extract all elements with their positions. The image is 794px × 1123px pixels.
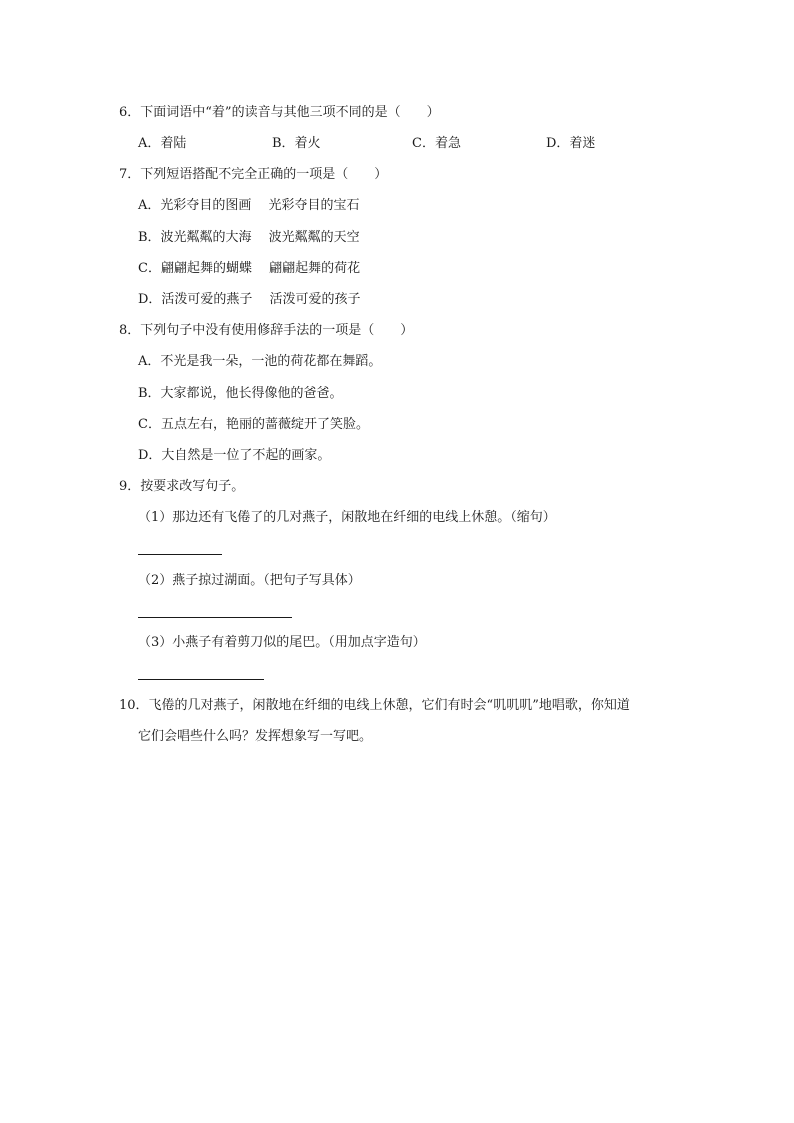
question-7-stem: 7．下列短语搭配不完全正确的一项是（ ） bbox=[119, 167, 388, 182]
question-7-option-a: A．光彩夺目的图画 光彩夺目的宝石 bbox=[138, 198, 360, 213]
question-7-option-c: C．翩翩起舞的蝴蝶 翩翩起舞的荷花 bbox=[138, 261, 361, 276]
question-9-item-3: （3）小燕子有着剪刀似的尾巴。（用加点字造句） bbox=[138, 635, 426, 650]
answer-blank-2[interactable] bbox=[138, 617, 292, 618]
question-8-option-b: B．大家都说，他长得像他的爸爸。 bbox=[138, 386, 343, 401]
question-9-stem: 9．按要求改写句子。 bbox=[119, 479, 245, 494]
question-6-option-a: A．着陆 bbox=[138, 136, 187, 151]
question-10-line-2: 它们会唱些什么吗？发挥想象写一写吧。 bbox=[138, 729, 373, 744]
question-6-option-c: C．着急 bbox=[412, 136, 461, 151]
question-8-option-a: A．不光是我一朵，一池的荷花都在舞蹈。 bbox=[138, 354, 382, 369]
question-10-line-1: 10．飞倦的几对燕子，闲散地在纤细的电线上休憩，它们有时会“叽叽叽”地唱歌，你知道 bbox=[119, 698, 630, 713]
question-8-stem: 8．下列句子中没有使用修辞手法的一项是（ ） bbox=[119, 323, 414, 338]
question-8-option-d: D．大自然是一位了不起的画家。 bbox=[138, 448, 331, 463]
question-8-option-c: C．五点左右，艳丽的蔷薇绽开了笑脸。 bbox=[138, 417, 369, 432]
question-6-stem: 6．下面词语中“着”的读音与其他三项不同的是（ ） bbox=[119, 105, 440, 120]
question-9-item-2: （2）燕子掠过湖面。（把句子写具体） bbox=[138, 573, 361, 588]
question-7-option-d: D．活泼可爱的燕子 活泼可爱的孩子 bbox=[138, 292, 361, 307]
question-6-option-b: B．着火 bbox=[272, 136, 321, 151]
question-6-option-d: D．着迷 bbox=[546, 136, 596, 151]
question-9-item-1: （1）那边还有飞倦了的几对燕子，闲散地在纤细的电线上休憩。（缩句） bbox=[138, 510, 556, 525]
answer-blank-3[interactable] bbox=[138, 679, 264, 680]
question-7-option-b: B．波光粼粼的大海 波光粼粼的天空 bbox=[138, 230, 360, 245]
answer-blank-1[interactable] bbox=[138, 554, 222, 555]
